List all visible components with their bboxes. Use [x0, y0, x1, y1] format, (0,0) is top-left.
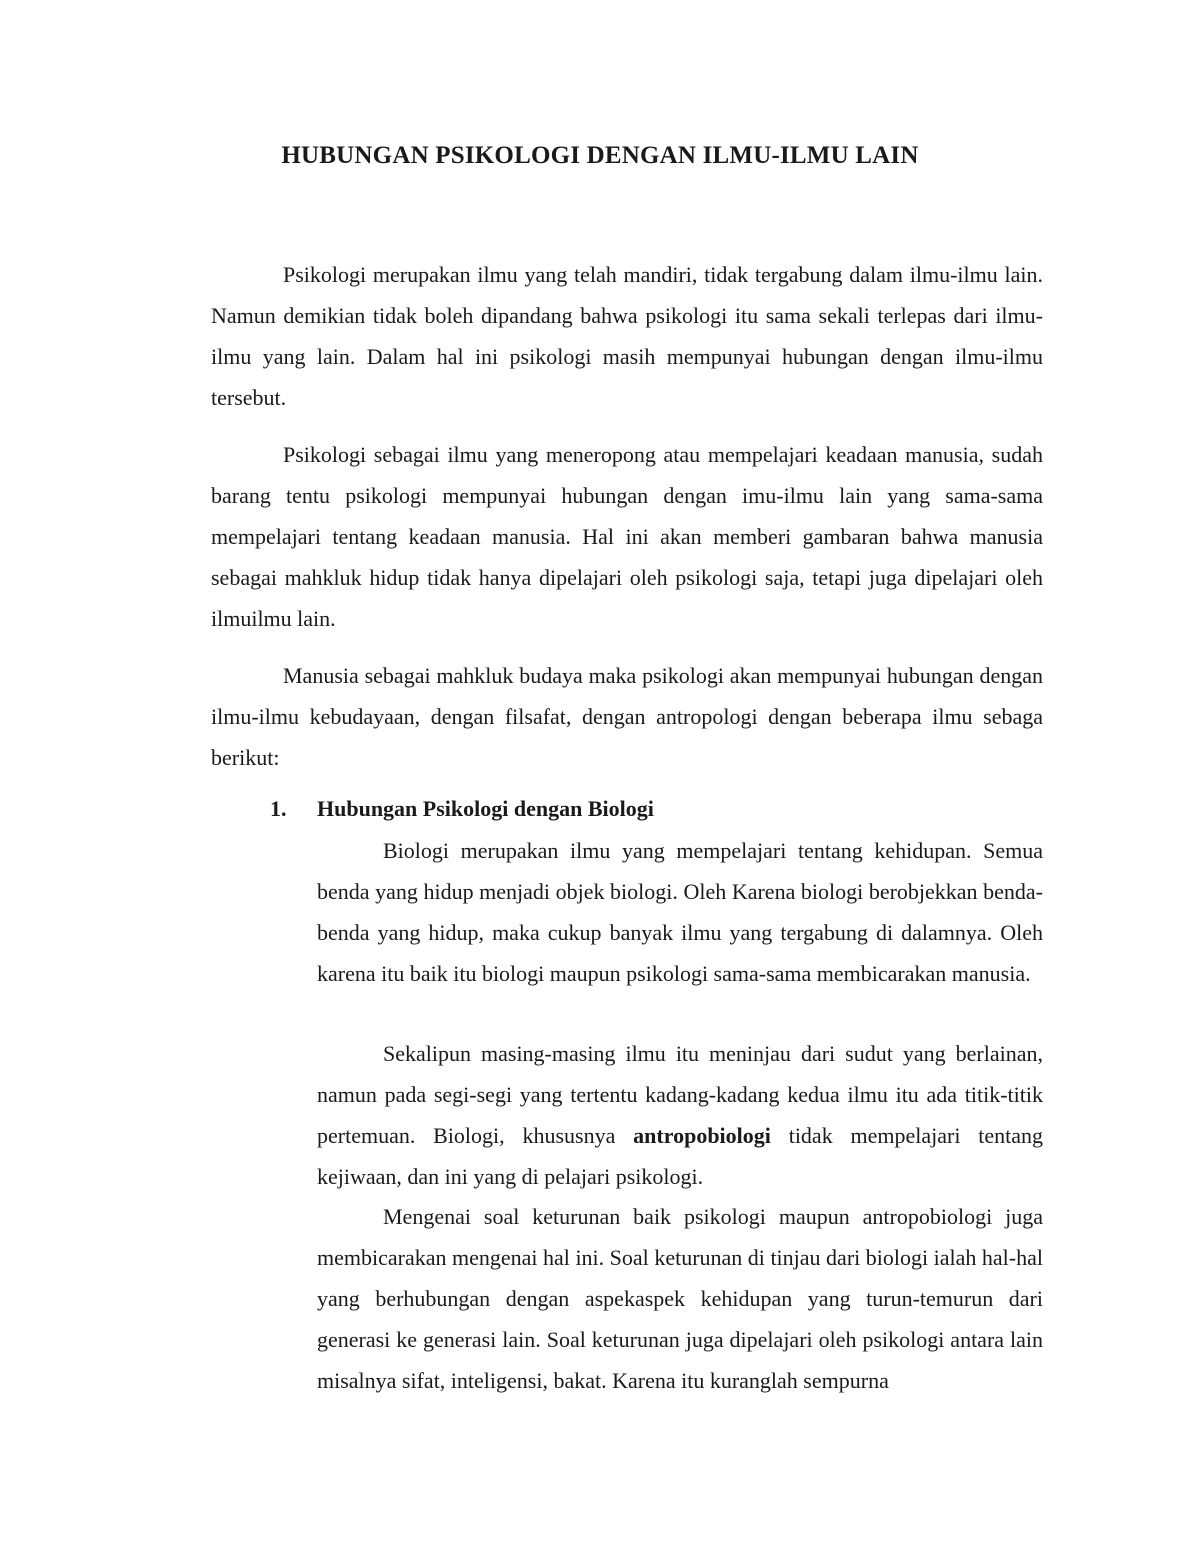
section-1-paragraph-1: Biologi merupakan ilmu yang mempelajari tentang kehidupan. Semua benda yang hidup menjadi objek biologi. Oleh Karena biologi berobjekkan benda-benda yang hidup, maka cukup banyak ilmu yang tergabung di dalamnya. Oleh karena itu baik itu biologi maupun psikologi sama-sama membicarakan manusia.	[317, 838, 1043, 986]
section-1-heading	[270, 788, 654, 829]
intro-paragraph-1: Psikologi merupakan ilmu yang telah mandiri, tidak tergabung dalam ilmu-ilmu lain. Namun demikian tidak boleh dipandang bahwa psikologi itu sama sekali terlepas dari ilmu-ilmu yang lain. Dalam hal ini psikologi masih mempunyai hubungan dengan ilmu-ilmu tersebut.	[211, 262, 1043, 410]
document-title: HUBUNGAN PSIKOLOGI DENGAN ILMU-ILMU LAIN	[281, 142, 919, 169]
section-1-paragraph-2	[317, 1033, 1043, 1197]
intro-paragraph-2: Psikologi sebagai ilmu yang meneropong atau mempelajari keadaan manusia, sudah barang tentu psikologi mempunyai hubungan dengan imu-ilmu lain yang sama-sama mempelajari tentang keadaan manusia. Hal ini akan memberi gambaran bahwa manusia sebagai mahkluk hidup tidak hanya dipelajari oleh psikologi saja, tetapi juga dipelajari oleh ilmuilmu lain.	[211, 442, 1043, 631]
section-1-paragraph-3: Mengenai soal keturunan baik psikologi maupun antropobiologi juga membicarakan mengenai hal ini. Soal keturunan di tinjau dari biologi ialah hal-hal yang berhubungan dengan aspekaspek kehidupan yang turun-temurun dari generasi ke generasi lain. Soal keturunan juga dipelajari oleh psikologi antara lain misalnya sifat, inteligensi, bakat. Karena itu kuranglah sempurna	[317, 1204, 1043, 1393]
section-1-heading-text: Hubungan Psikologi dengan Biologi	[317, 796, 654, 821]
section-1-number: 1.	[270, 796, 287, 821]
term-antropobiologi: antropobiologi	[633, 1123, 771, 1148]
intro-paragraph-3: Manusia sebagai mahkluk budaya maka psikologi akan mempunyai hubungan dengan ilmu-ilmu kebudayaan, dengan filsafat, dengan antropologi dengan beberapa ilmu sebaga berikut:	[211, 663, 1043, 770]
section-1-paragraph-2-start: Sekalipun masing-masing ilmu itu meninjau dari sudut yang berlainan, namun pada segi-segi yang tertentu kadang-kadang kedua ilmu itu ada titik-titik pertemuan. Biologi, khususnya	[317, 1041, 1043, 1148]
section-1-paragraph-2-end: tidak mempelajari tentang kejiwaan, dan ini yang di pelajari psikologi.	[317, 1123, 1043, 1189]
